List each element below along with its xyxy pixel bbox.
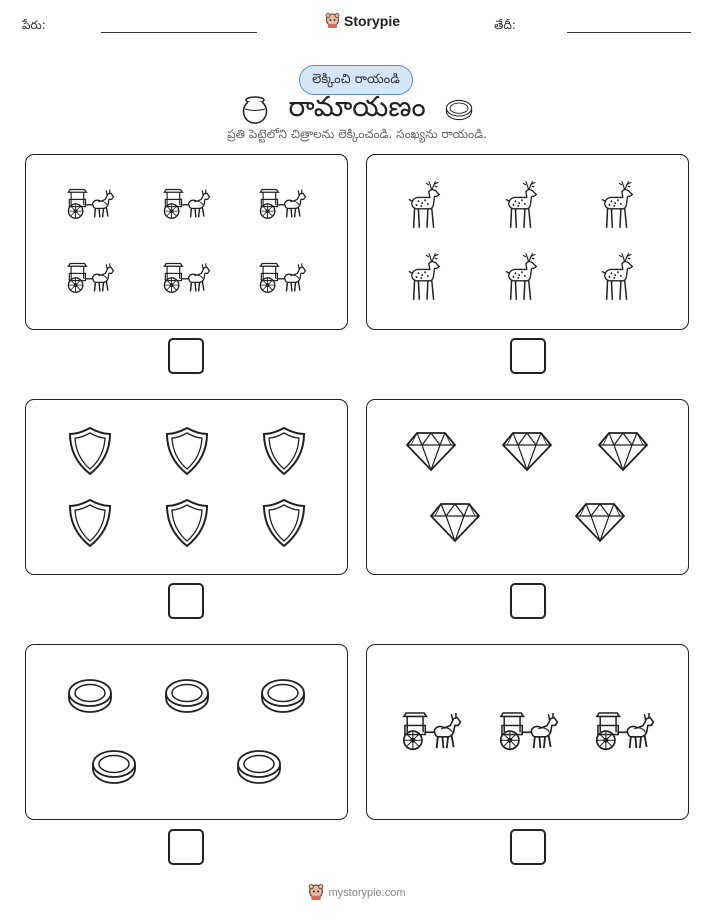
answer-box[interactable] xyxy=(168,829,204,865)
ring-icon xyxy=(262,680,304,712)
chariot-icon xyxy=(404,713,461,749)
chariot-icon xyxy=(260,190,305,219)
shield-icon xyxy=(264,500,304,546)
chariot-icon xyxy=(164,264,209,293)
pot-icon xyxy=(240,95,270,125)
chariot-icon xyxy=(164,190,209,219)
deer-icon xyxy=(602,253,632,300)
title-row xyxy=(0,90,714,130)
diamond-icon xyxy=(431,504,479,541)
count-panel-diamonds xyxy=(366,399,689,575)
shield-icon xyxy=(167,500,207,546)
count-panel-rings xyxy=(25,644,348,820)
deer-icon xyxy=(409,253,439,300)
diamond-icon xyxy=(599,433,647,470)
deer-icon xyxy=(506,253,536,300)
footer xyxy=(0,884,714,901)
shield-icon xyxy=(167,428,207,474)
chariot-icon xyxy=(597,713,654,749)
ring-icon xyxy=(93,751,135,783)
deer-icon xyxy=(602,181,632,228)
count-panel-shields xyxy=(25,399,348,575)
footer-url[interactable]: mystorypie.com xyxy=(328,886,406,899)
deer-icon xyxy=(409,181,439,228)
ring-icon xyxy=(238,751,280,783)
brand-name: Storypie xyxy=(344,13,401,29)
shield-icon xyxy=(70,500,110,546)
name-line[interactable] xyxy=(101,32,257,33)
chariot-icon xyxy=(68,190,113,219)
chariot-icon xyxy=(260,264,305,293)
date-line[interactable] xyxy=(567,32,691,33)
shield-icon xyxy=(70,428,110,474)
answer-box[interactable] xyxy=(510,583,546,619)
brand-logo xyxy=(325,13,400,29)
instructions: ప్రతి పెట్టెలోని చిత్రాలను లెక్కించండి. సంఖ్యను రాయండి. xyxy=(227,127,487,141)
activity-badge: లెక్కించి రాయండి xyxy=(299,65,413,95)
page-title: రామాయణం xyxy=(288,90,426,123)
count-panel-deer xyxy=(366,154,689,330)
name-label: పేరు: xyxy=(22,18,46,32)
chariot-icon xyxy=(501,713,558,749)
ring-icon xyxy=(69,680,111,712)
count-panel-chariots xyxy=(25,154,348,330)
answer-box[interactable] xyxy=(510,829,546,865)
answer-box[interactable] xyxy=(168,583,204,619)
ring-icon xyxy=(444,98,474,122)
storypie-mascot-icon xyxy=(308,884,324,901)
storypie-mascot-icon xyxy=(325,13,340,29)
answer-box[interactable] xyxy=(510,338,546,374)
diamond-icon xyxy=(407,433,455,470)
diamond-icon xyxy=(576,504,624,541)
deer-icon xyxy=(506,181,536,228)
shield-icon xyxy=(264,428,304,474)
date-label: తేదీ: xyxy=(494,18,516,32)
chariot-icon xyxy=(68,264,113,293)
ring-icon xyxy=(166,680,208,712)
count-panel-chariots-2 xyxy=(366,644,689,820)
diamond-icon xyxy=(503,433,551,470)
answer-box[interactable] xyxy=(168,338,204,374)
